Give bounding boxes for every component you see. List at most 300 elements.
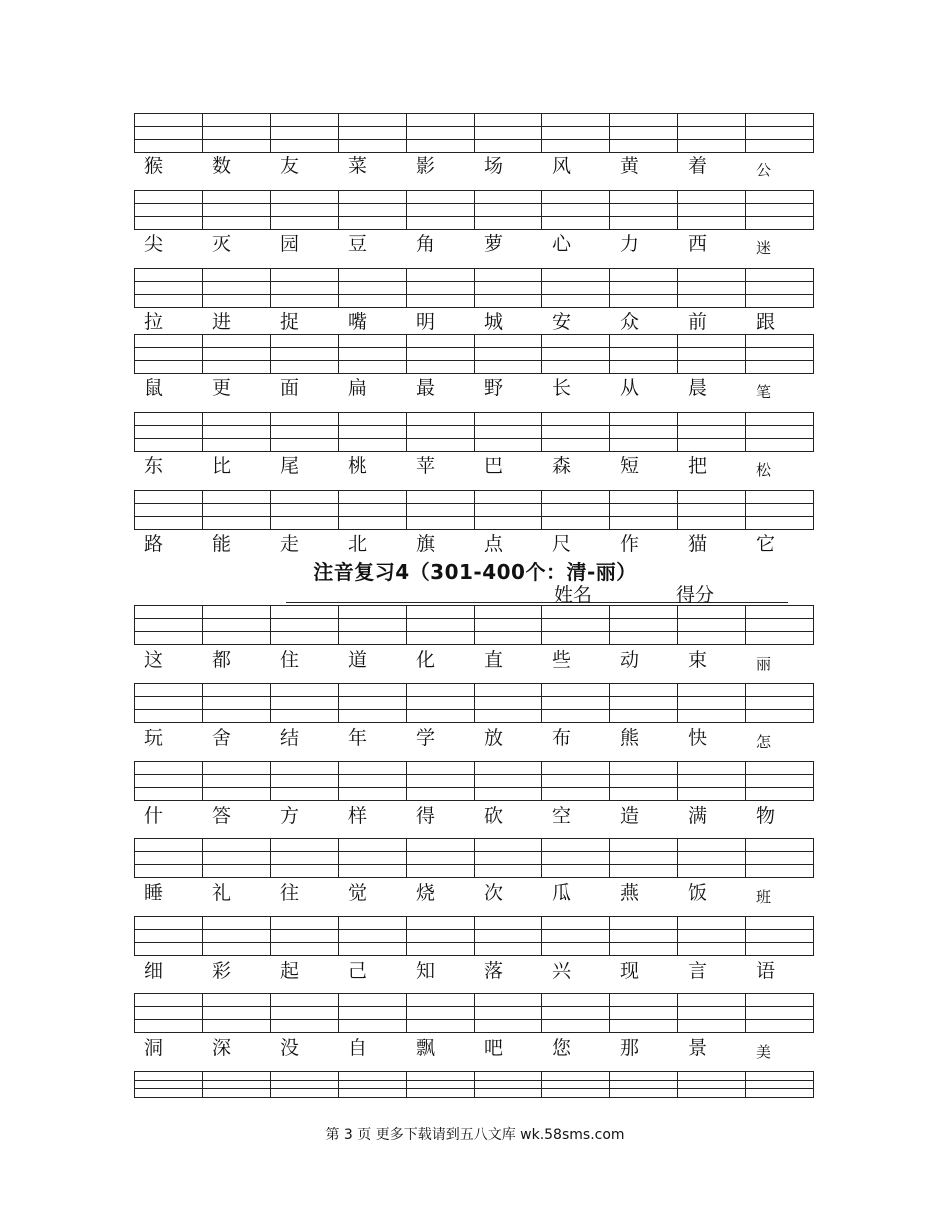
writing-line: [339, 697, 406, 710]
hanzi-character: 森: [552, 455, 572, 477]
pinyin-grid[interactable]: [134, 268, 814, 308]
pinyin-cell[interactable]: [610, 269, 678, 307]
pinyin-cell[interactable]: [746, 994, 813, 1032]
pinyin-grid[interactable]: [134, 761, 814, 801]
writing-line: [135, 1072, 202, 1081]
hanzi-character: 角: [416, 233, 436, 255]
pinyin-cell[interactable]: [610, 762, 678, 800]
writing-line: [678, 852, 745, 865]
writing-line: [203, 1072, 270, 1081]
pinyin-cell[interactable]: [339, 994, 407, 1032]
writing-line: [678, 788, 745, 800]
hanzi-character: 细: [144, 960, 164, 982]
hanzi-character: 舍: [212, 727, 232, 749]
pinyin-cell[interactable]: [678, 269, 746, 307]
writing-line: [610, 697, 677, 710]
hanzi-character: 风: [552, 155, 572, 177]
pinyin-cell[interactable]: [678, 839, 746, 877]
pinyin-cell[interactable]: [610, 606, 678, 644]
pinyin-cell[interactable]: [475, 994, 543, 1032]
writing-line: [542, 140, 609, 152]
hanzi-character: 明: [416, 311, 436, 333]
pinyin-cell[interactable]: [475, 491, 543, 529]
writing-line: [475, 191, 542, 204]
pinyin-cell[interactable]: [542, 191, 610, 229]
pinyin-cell[interactable]: [542, 1072, 610, 1097]
writing-line: [610, 775, 677, 788]
writing-line: [407, 930, 474, 943]
pinyin-cell[interactable]: [542, 839, 610, 877]
pinyin-cell[interactable]: [135, 413, 203, 451]
pinyin-cell[interactable]: [746, 762, 813, 800]
hanzi-character: 它: [756, 533, 776, 555]
writing-line: [407, 348, 474, 361]
hanzi-character: 尖: [144, 233, 164, 255]
writing-line: [339, 504, 406, 517]
pinyin-cell[interactable]: [203, 684, 271, 722]
pinyin-cell[interactable]: [542, 606, 610, 644]
pinyin-cell[interactable]: [135, 762, 203, 800]
pinyin-cell[interactable]: [135, 335, 203, 373]
writing-line: [407, 1020, 474, 1032]
pinyin-cell[interactable]: [746, 917, 813, 955]
pinyin-cell[interactable]: [678, 994, 746, 1032]
writing-line: [610, 114, 677, 127]
writing-line: [271, 606, 338, 619]
pinyin-cell[interactable]: [475, 413, 543, 451]
pinyin-cell[interactable]: [610, 994, 678, 1032]
writing-line: [746, 517, 813, 529]
writing-line: [746, 295, 813, 307]
pinyin-cell[interactable]: [610, 491, 678, 529]
pinyin-cell[interactable]: [203, 335, 271, 373]
writing-line: [475, 943, 542, 955]
pinyin-cell[interactable]: [542, 994, 610, 1032]
pinyin-cell[interactable]: [407, 335, 475, 373]
writing-line: [135, 606, 202, 619]
writing-line: [678, 930, 745, 943]
writing-line: [135, 491, 202, 504]
pinyin-cell[interactable]: [271, 413, 339, 451]
pinyin-grid[interactable]: [134, 490, 814, 530]
hanzi-character: 化: [416, 649, 436, 671]
writing-line: [610, 426, 677, 439]
writing-line: [678, 632, 745, 644]
hanzi-character: 拉: [144, 311, 164, 333]
pinyin-cell[interactable]: [203, 269, 271, 307]
writing-line: [610, 269, 677, 282]
writing-line: [339, 140, 406, 152]
pinyin-cell[interactable]: [203, 917, 271, 955]
pinyin-cell[interactable]: [542, 917, 610, 955]
pinyin-grid[interactable]: [134, 1071, 814, 1098]
writing-line: [610, 204, 677, 217]
writing-line: [339, 1072, 406, 1081]
writing-line: [678, 865, 745, 877]
writing-line: [610, 1007, 677, 1020]
writing-line: [203, 491, 270, 504]
pinyin-cell[interactable]: [475, 191, 543, 229]
pinyin-cell[interactable]: [203, 606, 271, 644]
pinyin-cell[interactable]: [475, 1072, 543, 1097]
writing-line: [610, 348, 677, 361]
section-title: 注音复习4（301-400个：清-丽）: [313, 560, 637, 584]
writing-line: [135, 439, 202, 451]
writing-line: [542, 335, 609, 348]
writing-line: [746, 127, 813, 140]
pinyin-cell[interactable]: [610, 1072, 678, 1097]
writing-line: [610, 943, 677, 955]
hanzi-character: 数: [212, 155, 232, 177]
pinyin-cell[interactable]: [339, 839, 407, 877]
pinyin-cell[interactable]: [271, 491, 339, 529]
writing-line: [135, 684, 202, 697]
pinyin-cell[interactable]: [746, 1072, 813, 1097]
pinyin-cell[interactable]: [271, 684, 339, 722]
writing-line: [746, 348, 813, 361]
writing-line: [475, 710, 542, 722]
writing-line: [407, 606, 474, 619]
writing-line: [678, 426, 745, 439]
pinyin-cell[interactable]: [407, 413, 475, 451]
writing-line: [746, 491, 813, 504]
pinyin-cell[interactable]: [678, 413, 746, 451]
writing-line: [203, 1007, 270, 1020]
writing-line: [475, 439, 542, 451]
pinyin-cell[interactable]: [678, 684, 746, 722]
pinyin-cell[interactable]: [135, 491, 203, 529]
writing-line: [542, 632, 609, 644]
writing-line: [271, 217, 338, 229]
writing-line: [542, 348, 609, 361]
writing-line: [746, 1089, 813, 1097]
hanzi-character: 从: [620, 377, 640, 399]
pinyin-cell[interactable]: [542, 684, 610, 722]
writing-line: [610, 684, 677, 697]
writing-line: [542, 684, 609, 697]
writing-line: [135, 852, 202, 865]
hanzi-character: 什: [144, 805, 164, 827]
writing-line: [542, 282, 609, 295]
pinyin-cell[interactable]: [407, 684, 475, 722]
hanzi-character: 鼠: [144, 377, 164, 399]
pinyin-cell[interactable]: [339, 606, 407, 644]
pinyin-cell[interactable]: [610, 114, 678, 152]
writing-line: [610, 606, 677, 619]
pinyin-cell[interactable]: [203, 839, 271, 877]
writing-line: [610, 491, 677, 504]
writing-line: [475, 697, 542, 710]
writing-line: [407, 335, 474, 348]
pinyin-cell[interactable]: [271, 114, 339, 152]
pinyin-cell[interactable]: [407, 269, 475, 307]
hanzi-character: 影: [416, 155, 436, 177]
writing-line: [678, 1020, 745, 1032]
writing-line: [475, 619, 542, 632]
pinyin-cell[interactable]: [746, 335, 813, 373]
pinyin-cell[interactable]: [610, 839, 678, 877]
writing-line: [271, 917, 338, 930]
writing-line: [746, 114, 813, 127]
hanzi-character: 力: [620, 233, 640, 255]
writing-line: [135, 217, 202, 229]
writing-line: [542, 930, 609, 943]
pinyin-cell[interactable]: [407, 491, 475, 529]
pinyin-cell[interactable]: [271, 1072, 339, 1097]
pinyin-grid[interactable]: [134, 605, 814, 645]
pinyin-cell[interactable]: [678, 1072, 746, 1097]
pinyin-cell[interactable]: [339, 114, 407, 152]
hanzi-character: 东: [144, 455, 164, 477]
writing-line: [678, 619, 745, 632]
pinyin-cell[interactable]: [271, 839, 339, 877]
writing-line: [678, 697, 745, 710]
writing-line: [746, 269, 813, 282]
writing-line: [339, 1020, 406, 1032]
pinyin-cell[interactable]: [678, 335, 746, 373]
pinyin-cell[interactable]: [542, 762, 610, 800]
pinyin-cell[interactable]: [746, 413, 813, 451]
writing-line: [407, 839, 474, 852]
writing-line: [610, 865, 677, 877]
pinyin-cell[interactable]: [475, 684, 543, 722]
pinyin-cell[interactable]: [746, 191, 813, 229]
writing-line: [746, 994, 813, 1007]
writing-line: [407, 127, 474, 140]
pinyin-cell[interactable]: [475, 762, 543, 800]
pinyin-cell[interactable]: [475, 917, 543, 955]
writing-line: [407, 269, 474, 282]
pinyin-cell[interactable]: [407, 839, 475, 877]
writing-line: [271, 839, 338, 852]
writing-line: [407, 439, 474, 451]
pinyin-cell[interactable]: [203, 191, 271, 229]
pinyin-cell[interactable]: [475, 606, 543, 644]
writing-line: [407, 865, 474, 877]
writing-line: [203, 217, 270, 229]
writing-line: [271, 1007, 338, 1020]
pinyin-cell[interactable]: [135, 191, 203, 229]
pinyin-cell[interactable]: [271, 335, 339, 373]
pinyin-cell[interactable]: [135, 606, 203, 644]
pinyin-cell[interactable]: [475, 269, 543, 307]
pinyin-cell[interactable]: [610, 413, 678, 451]
pinyin-cell[interactable]: [407, 762, 475, 800]
writing-line: [746, 140, 813, 152]
pinyin-cell[interactable]: [203, 762, 271, 800]
pinyin-cell[interactable]: [135, 839, 203, 877]
writing-line: [203, 1089, 270, 1097]
pinyin-cell[interactable]: [203, 994, 271, 1032]
pinyin-cell[interactable]: [135, 114, 203, 152]
pinyin-cell[interactable]: [271, 994, 339, 1032]
pinyin-cell[interactable]: [135, 994, 203, 1032]
pinyin-grid[interactable]: [134, 993, 814, 1033]
writing-line: [339, 917, 406, 930]
pinyin-cell[interactable]: [339, 684, 407, 722]
hanzi-character: 着: [688, 155, 708, 177]
writing-line: [135, 632, 202, 644]
pinyin-cell[interactable]: [746, 269, 813, 307]
hanzi-character: 尾: [280, 455, 300, 477]
pinyin-cell[interactable]: [339, 413, 407, 451]
pinyin-cell[interactable]: [746, 684, 813, 722]
writing-line: [475, 127, 542, 140]
pinyin-cell[interactable]: [475, 839, 543, 877]
pinyin-cell[interactable]: [203, 491, 271, 529]
pinyin-cell[interactable]: [135, 684, 203, 722]
writing-line: [271, 517, 338, 529]
pinyin-cell[interactable]: [203, 1072, 271, 1097]
writing-line: [542, 710, 609, 722]
pinyin-cell[interactable]: [678, 191, 746, 229]
pinyin-cell[interactable]: [203, 114, 271, 152]
character-row: [134, 725, 814, 751]
pinyin-grid[interactable]: [134, 334, 814, 374]
pinyin-cell[interactable]: [271, 917, 339, 955]
writing-line: [475, 217, 542, 229]
pinyin-grid[interactable]: [134, 916, 814, 956]
hanzi-character: 现: [620, 960, 640, 982]
writing-line: [271, 348, 338, 361]
pinyin-cell[interactable]: [542, 491, 610, 529]
writing-line: [542, 191, 609, 204]
pinyin-cell[interactable]: [746, 114, 813, 152]
writing-line: [203, 191, 270, 204]
writing-line: [475, 839, 542, 852]
writing-line: [271, 114, 338, 127]
pinyin-cell[interactable]: [339, 191, 407, 229]
pinyin-cell[interactable]: [407, 1072, 475, 1097]
pinyin-cell[interactable]: [678, 606, 746, 644]
pinyin-cell[interactable]: [407, 994, 475, 1032]
pinyin-cell[interactable]: [339, 762, 407, 800]
hanzi-character: 放: [484, 727, 504, 749]
pinyin-grid[interactable]: [134, 838, 814, 878]
pinyin-grid[interactable]: [134, 113, 814, 153]
writing-line: [475, 504, 542, 517]
pinyin-cell[interactable]: [678, 917, 746, 955]
pinyin-cell[interactable]: [610, 917, 678, 955]
pinyin-cell[interactable]: [203, 413, 271, 451]
writing-line: [542, 114, 609, 127]
writing-line: [339, 1081, 406, 1090]
writing-line: [135, 348, 202, 361]
writing-line: [542, 762, 609, 775]
hanzi-character: 前: [688, 311, 708, 333]
pinyin-cell[interactable]: [407, 606, 475, 644]
writing-line: [135, 361, 202, 373]
pinyin-cell[interactable]: [678, 114, 746, 152]
writing-line: [203, 606, 270, 619]
pinyin-grid[interactable]: [134, 683, 814, 723]
hanzi-character: 短: [620, 455, 640, 477]
pinyin-cell[interactable]: [339, 917, 407, 955]
pinyin-cell[interactable]: [407, 114, 475, 152]
pinyin-cell[interactable]: [339, 335, 407, 373]
pinyin-grid[interactable]: [134, 190, 814, 230]
writing-line: [271, 127, 338, 140]
writing-line: [475, 865, 542, 877]
writing-line: [475, 632, 542, 644]
pinyin-cell[interactable]: [678, 491, 746, 529]
pinyin-cell[interactable]: [271, 191, 339, 229]
writing-line: [678, 710, 745, 722]
writing-line: [203, 413, 270, 426]
pinyin-cell[interactable]: [135, 1072, 203, 1097]
pinyin-cell[interactable]: [407, 191, 475, 229]
score-label: 得分: [676, 584, 715, 606]
pinyin-cell[interactable]: [271, 762, 339, 800]
writing-line: [203, 762, 270, 775]
pinyin-cell[interactable]: [610, 191, 678, 229]
writing-line: [610, 788, 677, 800]
hanzi-character: 道: [348, 649, 368, 671]
character-row: [134, 309, 814, 335]
writing-line: [135, 788, 202, 800]
pinyin-cell[interactable]: [542, 413, 610, 451]
writing-line: [271, 269, 338, 282]
pinyin-cell[interactable]: [339, 1072, 407, 1097]
hanzi-character: 捉: [280, 311, 300, 333]
pinyin-cell[interactable]: [610, 684, 678, 722]
pinyin-cell[interactable]: [135, 917, 203, 955]
writing-line: [135, 204, 202, 217]
hanzi-character: 己: [348, 960, 368, 982]
writing-line: [407, 217, 474, 229]
writing-line: [542, 852, 609, 865]
hanzi-character: 瓜: [552, 882, 572, 904]
pinyin-cell[interactable]: [746, 839, 813, 877]
pinyin-cell[interactable]: [610, 335, 678, 373]
hanzi-character: 言: [688, 960, 708, 982]
pinyin-cell[interactable]: [271, 606, 339, 644]
pinyin-cell[interactable]: [339, 491, 407, 529]
pinyin-cell[interactable]: [678, 762, 746, 800]
writing-line: [203, 1081, 270, 1090]
writing-line: [203, 204, 270, 217]
pinyin-cell[interactable]: [271, 269, 339, 307]
hanzi-character: 尺: [552, 533, 572, 555]
pinyin-cell[interactable]: [746, 491, 813, 529]
writing-line: [542, 1081, 609, 1090]
pinyin-cell[interactable]: [542, 269, 610, 307]
pinyin-grid[interactable]: [134, 412, 814, 452]
writing-line: [678, 943, 745, 955]
hanzi-character: 这: [144, 649, 164, 671]
writing-line: [203, 619, 270, 632]
pinyin-cell[interactable]: [135, 269, 203, 307]
hanzi-character: 彩: [212, 960, 232, 982]
writing-line: [203, 114, 270, 127]
writing-line: [407, 775, 474, 788]
writing-line: [271, 1020, 338, 1032]
hanzi-character: 往: [280, 882, 300, 904]
pinyin-cell[interactable]: [407, 917, 475, 955]
pinyin-cell[interactable]: [542, 114, 610, 152]
writing-line: [407, 1072, 474, 1081]
pinyin-cell[interactable]: [339, 269, 407, 307]
writing-line: [203, 426, 270, 439]
hanzi-character: 安: [552, 311, 572, 333]
pinyin-cell[interactable]: [746, 606, 813, 644]
writing-line: [746, 865, 813, 877]
pinyin-cell[interactable]: [475, 335, 543, 373]
pinyin-cell[interactable]: [475, 114, 543, 152]
writing-line: [407, 943, 474, 955]
hanzi-character: 猫: [688, 533, 708, 555]
pinyin-cell[interactable]: [542, 335, 610, 373]
